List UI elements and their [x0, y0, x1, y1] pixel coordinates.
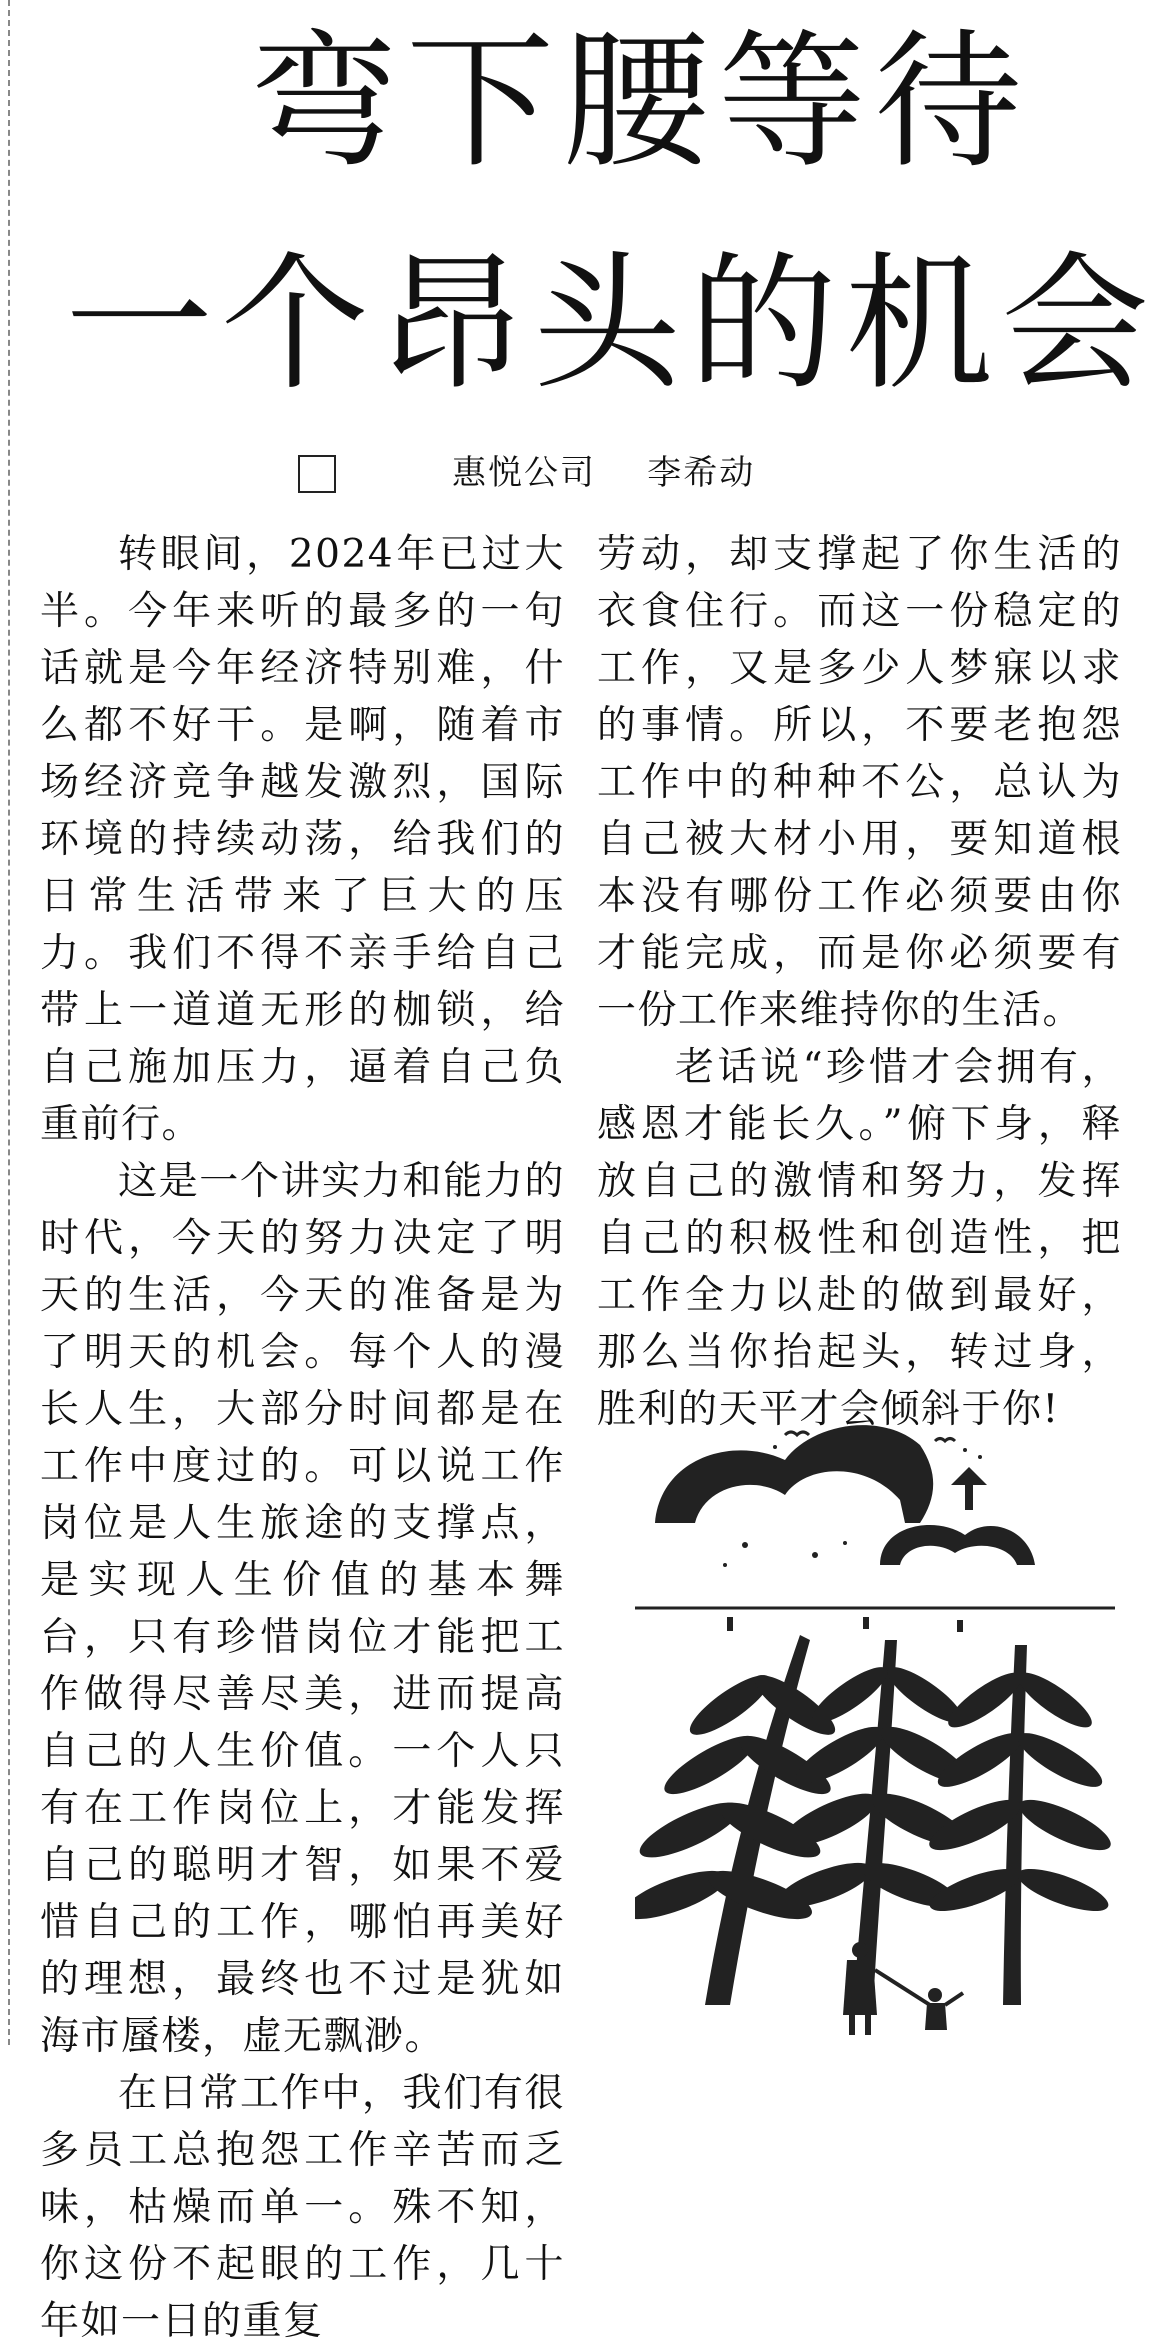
wheat-stalks	[635, 1635, 1115, 2005]
headline-line-1: 弯下腰等待	[250, 16, 1030, 188]
byline-square-icon	[298, 455, 336, 493]
cloud-shapes	[655, 1425, 1035, 1567]
article-column-left	[40, 526, 565, 2350]
paragraph-1: 转眼间，2024年已过大半。今年来听的最多的一句话就是今年经济特别难，什么都不好干。是啊，随着市场经济竞争越发激烈，国际环境的持续动荡，给我们的日常生活带来了巨大的压力。我们不得不亲手给自己带上一道道无形的枷锁，给自己施加压力，逼着自己负重前行。	[40, 532, 565, 1147]
paragraph-3-continued: 劳动，却支撑起了你生活的衣食住行。而这一份稳定的工作，又是多少人梦寐以求的事情。所以，不要老抱怨工作中的种种不公，总认为自己被大材小用，要知道根本没有哪份工作必须要由你才能完成，而是你必须要有一份工作来维持你的生活。	[597, 532, 1122, 1033]
byline: 惠悦公司 李希动	[452, 453, 756, 493]
headline-line-2: 一个昂头的机会	[65, 238, 1157, 410]
cut-line-divider	[8, 0, 10, 2045]
paragraph-2: 这是一个讲实力和能力的时代，今天的努力决定了明天的生活，今天的准备是为了明天的机会。每个人的漫长人生，大部分时间都是在工作中度过的。可以说工作岗位是人生旅途的支撑点，是实现人生价值的基本舞台，只有珍惜岗位才能把工作做得尽善尽美，进而提高自己的人生价值。一个人只有在工作岗位上，才能发挥自己的聪明才智，如果不爱惜自己的工作，哪怕再美好的理想，最终也不过是犹如海市蜃楼，虚无飘渺。	[40, 1159, 565, 2059]
wheat-illustration	[635, 1405, 1115, 2040]
paragraph-4: 老话说“珍惜才会拥有，感恩才能长久。”俯下身，释放自己的激情和努力，发挥自己的积极性和创造性，把工作全力以赴的做到最好，那么当你抬起头，转过身，胜利的天平才会倾斜于你!	[597, 1045, 1122, 1432]
article-column-right	[597, 526, 1122, 1438]
paragraph-3: 在日常工作中，我们有很多员工总抱怨工作辛苦而乏味，枯燥而单一。殊不知，你这份不起眼的工作，几十年如一日的重复	[40, 2071, 565, 2344]
rain-drops	[727, 1617, 963, 1632]
person-figures	[843, 1942, 963, 2035]
